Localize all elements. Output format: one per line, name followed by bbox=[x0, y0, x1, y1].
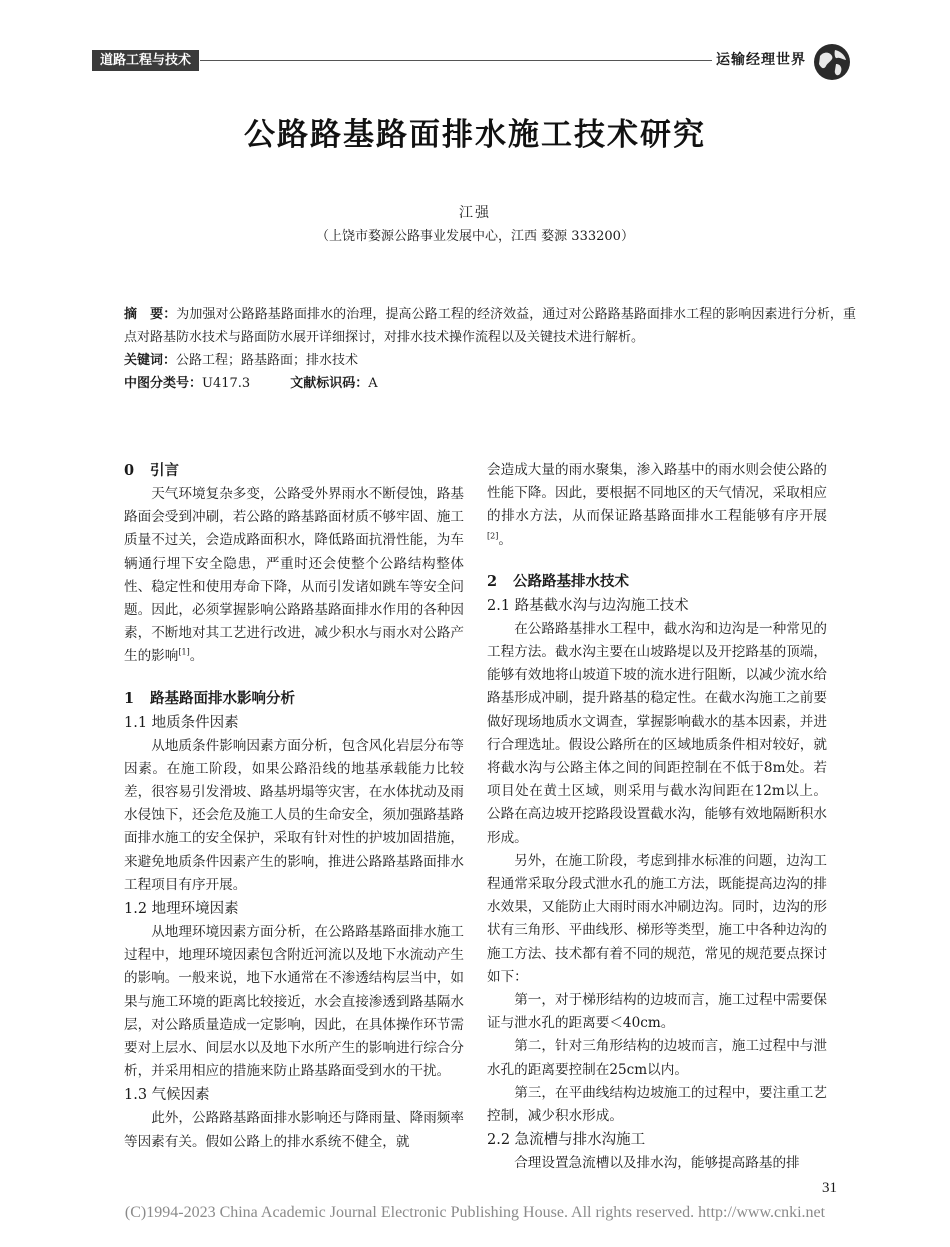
paragraph: 此外，公路路基路面排水影响还与降雨量、降雨频率等因素有关。假如公路上的排水系统不健全，就 bbox=[124, 1110, 464, 1150]
paragraph: 第一，对于梯形结构的边坡而言，施工过程中需要保证与泄水孔的距离要＜40cm。 bbox=[487, 992, 827, 1032]
section-heading-0: 0 引言 bbox=[124, 462, 179, 479]
section-heading-2: 2 公路路基排水技术 bbox=[487, 572, 629, 590]
paragraph: 另外，在施工阶段，考虑到排水标准的问题，边沟工程通常采取分段式泄水孔的施工方法，既能提高边沟的排水效果，又能防止大雨时雨水冲刷边沟。同时，边沟的形状有三角形、平曲线形、梯形等类型，施工中各种边沟的施工方法、技术都有着不同的规范，常见的规范要点探讨如下： bbox=[487, 852, 827, 985]
journal-name: 运输经理世界 bbox=[716, 52, 806, 68]
globe-logo-icon bbox=[812, 42, 852, 82]
keywords-row bbox=[124, 349, 856, 372]
left-column bbox=[124, 459, 464, 1154]
author-affiliation: （上饶市婺源公路事业发展中心，江西 婺源 333200） bbox=[316, 229, 634, 244]
classification-row bbox=[124, 372, 856, 395]
abstract-label: 摘 要： bbox=[124, 307, 177, 322]
paragraph: 天气环境复杂多变，公路受外界雨水不断侵蚀，路基路面会受到冲刷，若公路的路基路面材质不够牢固、施工质量不过关，会造成路面积水，降低路面抗滑性能，为车辆通行埋下安全隐患，严重时还会使整个公路结构整体性、稳定性和使用寿命下降，从而引发诸如跳车等安全问题。因此，必须掌握影响公路路基路面排水作用的各种因素，不断地对其工艺进行改进，减少积水与雨水对公路产生的影响[1]。 bbox=[124, 486, 464, 665]
paragraph: 从地理环境因素方面分析，在公路路基路面排水施工过程中，地理环境因素包含附近河流以及地下水流动产生的影响。一般来说，地下水通常在不渗透结构层当中，如果与施工环境的距离比较接近，水会直接渗透到路基隔水层，对公路质量造成一定影响，因此，在具体操作环节需要对上层水、间层水以及地下水所产生的影响进行综合分析，并采用相应的措施来防止路基路面受到水的干扰。 bbox=[124, 924, 464, 1080]
paragraph: 会造成大量的雨水聚集，渗入路基中的雨水则会使公路的性能下降。因此，要根据不同地区的天气情况，采取相应的排水方法，从而保证路基路面排水工程能够有序开展[2]。 bbox=[487, 462, 827, 548]
subsection-heading-1-3: 1.3 气候因素 bbox=[124, 1087, 210, 1104]
doc-code-value: A bbox=[368, 376, 378, 391]
right-column bbox=[487, 459, 827, 1175]
author-name: 江强 bbox=[459, 205, 491, 221]
header-rule bbox=[200, 60, 712, 61]
paragraph: 从地质条件影响因素方面分析，包含风化岩层分布等因素。在施工阶段，如果公路沿线的地基承载能力比较差，很容易引发滑坡、路基坍塌等灾害，在水体扰动及雨水侵蚀下，还会危及施工人员的生命安全，须加强路基路面排水施工的安全保护，采取有针对性的护坡加固措施，来避免地质条件因素产生的影响，推进公路路基路面排水工程项目有序开展。 bbox=[124, 737, 464, 893]
abstract-block bbox=[124, 303, 856, 395]
page-number: 31 bbox=[822, 1180, 837, 1196]
copyright-footer: (C)1994-2023 China Academic Journal Electronic Publishing House. All rights reserved. http://www.cnki.net bbox=[124, 1204, 826, 1221]
section-tag: 道路工程与技术 bbox=[92, 50, 199, 71]
subsection-heading-1-1: 1.1 地质条件因素 bbox=[124, 714, 239, 731]
paragraph: 在公路路基排水工程中，截水沟和边沟是一种常见的工程方法。截水沟主要在山坡路堤以及开挖路基的顶端，能够有效地将山坡道下坡的流水进行阻断，以减少流水给路基形成冲刷，提升路基的稳定性。在截水沟施工之前要做好现场地质水文调查，掌握影响截水的基本因素，并进行合理选址。假设公路所在的区域地质条件相对较好，就将截水沟与公路主体之间的间距控制在不低于8m处。若项目处在黄土区域，则采用与截水沟间距在12m以上。公路在高边坡开挖路段设置截水沟，能够有效地隔断积水形成。 bbox=[487, 620, 827, 846]
keywords-text: 公路工程；路基路面；排水技术 bbox=[176, 353, 359, 368]
subsection-heading-1-2: 1.2 地理环境因素 bbox=[124, 901, 239, 918]
abstract-text: 为加强对公路路基路面排水的治理，提高公路工程的经济效益，通过对公路路基路面排水工程的影响因素进行分析，重点对路基防水技术与路面防水展开详细探讨，对排水技术操作流程以及关键技术进行解析。 bbox=[124, 307, 856, 345]
citation: [1] bbox=[178, 647, 190, 657]
section-heading-1: 1 路基路面排水影响分析 bbox=[124, 689, 295, 707]
paragraph: 第二，针对三角形结构的边坡而言，施工过程中与泄水孔的距离要控制在25cm以内。 bbox=[487, 1038, 827, 1078]
article-title: 公路路基路面排水施工技术研究 bbox=[244, 117, 706, 153]
citation: [2] bbox=[487, 531, 499, 541]
keywords-label: 关键词： bbox=[124, 353, 177, 368]
subsection-heading-2-2: 2.2 急流槽与排水沟施工 bbox=[487, 1132, 646, 1149]
paragraph: 合理设置急流槽以及排水沟，能够提高路基的排 bbox=[514, 1155, 800, 1172]
abstract-paragraph bbox=[124, 303, 856, 349]
clc-label: 中图分类号： bbox=[124, 376, 203, 391]
doc-code-label: 文献标识码： bbox=[290, 376, 369, 391]
paragraph: 第三，在平曲线结构边坡施工的过程中，要注重工艺控制，减少积水形成。 bbox=[487, 1084, 827, 1125]
clc-value: U417.3 bbox=[202, 376, 251, 391]
subsection-heading-2-1: 2.1 路基截水沟与边沟施工技术 bbox=[487, 597, 689, 614]
